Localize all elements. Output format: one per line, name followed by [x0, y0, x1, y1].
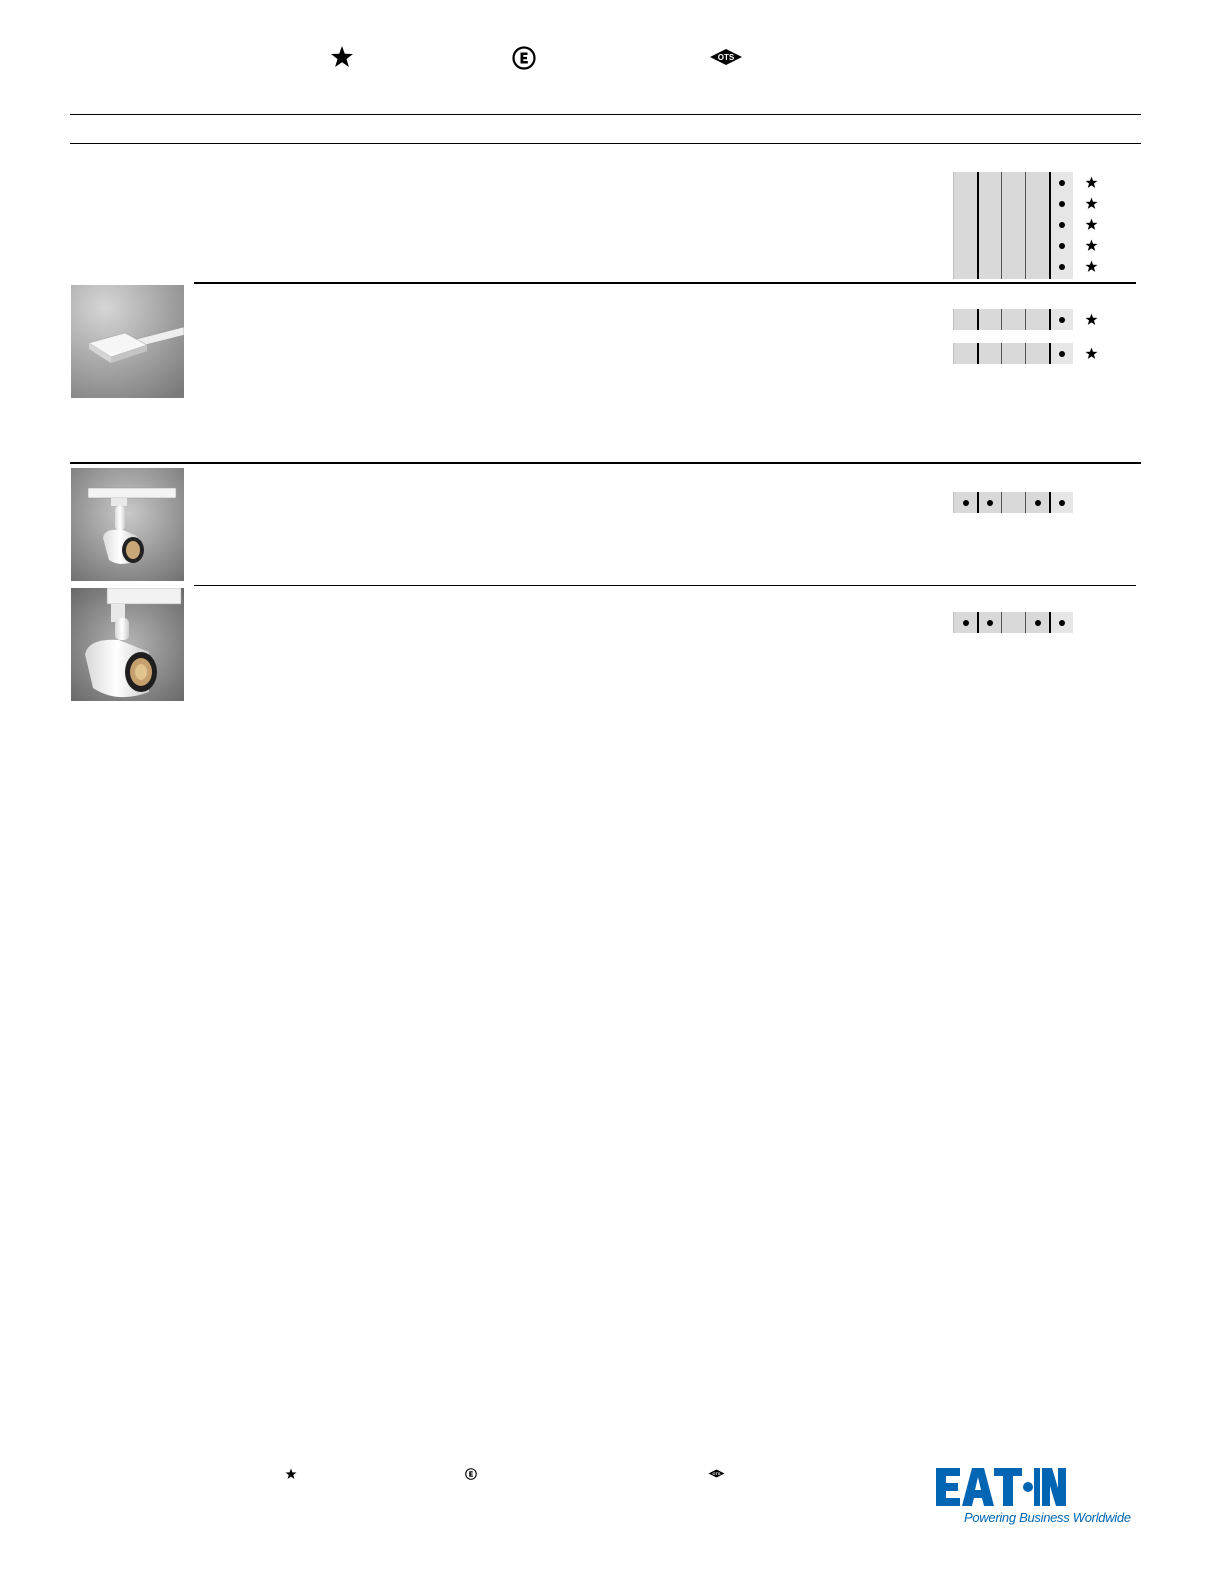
- availability-dot: [987, 500, 993, 506]
- star-icon: [1085, 260, 1098, 273]
- track-connector-photo: [71, 285, 184, 398]
- e-circle-icon: [512, 46, 536, 70]
- header-rule-bottom: [70, 143, 1141, 144]
- option-grid-3: [953, 492, 1073, 513]
- ots-diamond-icon: [709, 48, 743, 66]
- availability-dot: [1059, 500, 1065, 506]
- option-grid-4: [953, 612, 1073, 633]
- availability-dot: [1059, 264, 1065, 270]
- availability-dot: [1035, 500, 1041, 506]
- section-divider: [194, 282, 1136, 284]
- eaton-logo: [934, 1466, 1131, 1530]
- star-icon: [1085, 197, 1098, 210]
- availability-column: [1049, 172, 1073, 279]
- eaton-tagline: Powering Business Worldwide: [964, 1510, 1131, 1525]
- availability-dot: [1059, 351, 1065, 357]
- availability-dot: [1035, 620, 1041, 626]
- section-divider: [194, 585, 1136, 586]
- eaton-wordmark: [934, 1466, 1068, 1508]
- availability-dot: [1059, 243, 1065, 249]
- star-icon: [1085, 347, 1098, 360]
- star-icon: [1085, 313, 1098, 326]
- section-rule: [70, 462, 1141, 464]
- availability-dot: [1059, 222, 1065, 228]
- option-grid-2a: [953, 309, 1073, 330]
- svg-text:OTS: OTS: [717, 53, 735, 62]
- star-icon: [1085, 239, 1098, 252]
- availability-dot: [1059, 317, 1065, 323]
- star-icon: [1085, 176, 1098, 189]
- e-circle-icon: [465, 1468, 477, 1480]
- star-icon: [285, 1468, 297, 1480]
- star-icon: [330, 45, 354, 69]
- availability-dot: [1059, 201, 1065, 207]
- availability-dot: [1059, 620, 1065, 626]
- option-grid-2b: [953, 343, 1073, 364]
- availability-dot: [1059, 180, 1065, 186]
- header-rule-top: [70, 114, 1141, 115]
- availability-dot: [963, 500, 969, 506]
- availability-dot: [963, 620, 969, 626]
- option-grid-1: [953, 172, 1073, 279]
- star-icon: [1085, 218, 1098, 231]
- availability-dot: [987, 620, 993, 626]
- track-head-photo-2: [71, 588, 184, 701]
- track-head-photo-1: [71, 468, 184, 581]
- star-column-1: [1085, 172, 1098, 277]
- svg-text:OTS: OTS: [712, 1471, 721, 1476]
- ots-diamond-icon: [708, 1469, 725, 1478]
